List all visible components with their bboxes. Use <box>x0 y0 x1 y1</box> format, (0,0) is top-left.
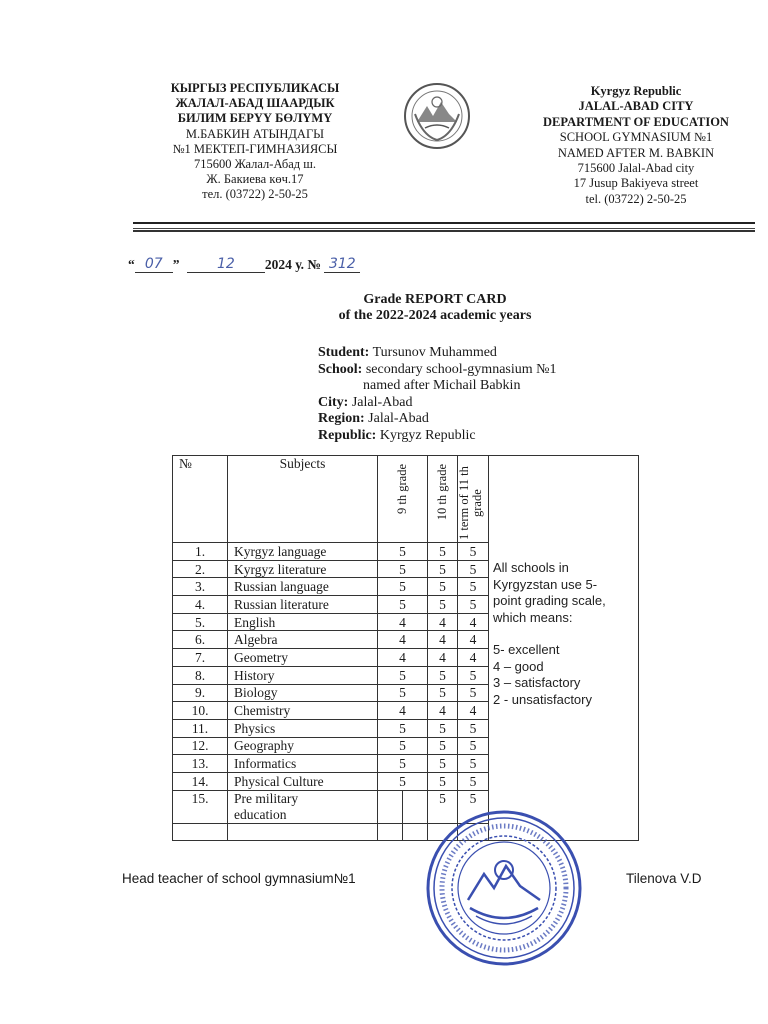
subject-name <box>228 790 378 823</box>
header-right-line: NAMED AFTER M. BABKIN <box>557 145 715 160</box>
row-number: 7. <box>173 649 228 667</box>
school-seal-stamp-icon <box>424 808 584 968</box>
subject-name: English <box>228 613 378 631</box>
grade-10: 5 <box>428 578 458 596</box>
header-right-line: 715600 Jalal-Abad city <box>577 161 695 176</box>
table-header-row <box>173 456 639 543</box>
grade-9: 5 <box>378 596 428 614</box>
city-row <box>318 395 557 412</box>
grade-11-term1: 5 <box>458 560 489 578</box>
header-left-line: БИЛИМ БЕРҮҮ БӨЛҮМҮ <box>177 111 333 126</box>
grade-10: 5 <box>428 737 458 755</box>
row-number: 12. <box>173 737 228 755</box>
note-line: point grading scale, <box>493 593 606 608</box>
grade-11-term1: 4 <box>458 649 489 667</box>
grade-10: 5 <box>428 719 458 737</box>
date-line <box>128 257 360 273</box>
header-left-line: тел. (03722) 2-50-25 <box>202 187 308 202</box>
empty-cell <box>228 823 378 841</box>
column-header-subjects: Subjects <box>228 456 378 543</box>
header-left-line: Ж. Бакиева көч.17 <box>206 172 304 187</box>
grade-9: 5 <box>378 543 428 561</box>
row-number: 10. <box>173 702 228 720</box>
row-number: 4. <box>173 596 228 614</box>
signature-position: Head teacher of school gymnasium№1 <box>122 871 356 886</box>
grade-10: 4 <box>428 613 458 631</box>
header-right-line: 17 Jusup Bakiyeva street <box>573 176 699 191</box>
grade-9: 5 <box>378 719 428 737</box>
grade-9: 5 <box>378 755 428 773</box>
region-value: Jalal-Abad <box>368 411 429 426</box>
header-divider <box>133 230 755 232</box>
row-number: 6. <box>173 631 228 649</box>
header-left-line: 715600 Жалал-Абад ш. <box>193 157 316 172</box>
grade-9: 4 <box>378 649 428 667</box>
note-line: 2 - unsatisfactory <box>493 691 592 707</box>
header-right-line: DEPARTMENT OF EDUCATION <box>543 114 729 129</box>
header-left-line: КЫРГЫЗ РЕСПУБЛИКАСЫ <box>170 81 340 95</box>
empty-cell <box>378 823 403 841</box>
grade-9 <box>378 790 403 823</box>
header-left-line: М.БАБКИН АТЫНДАГЫ <box>185 126 325 141</box>
row-number: 2. <box>173 560 228 578</box>
subject-name: Geography <box>228 737 378 755</box>
column-header-grade9 <box>378 456 428 543</box>
grade-9: 5 <box>378 772 428 790</box>
republic-label: Republic: <box>318 427 377 443</box>
school-value: secondary school-gymnasium №1 <box>365 361 557 377</box>
grade-11-term1: 5 <box>458 543 489 561</box>
column-header-grade11 <box>458 456 489 543</box>
date-day: 07 <box>135 257 173 273</box>
grade-11-term1: 4 <box>458 702 489 720</box>
region-label: Region: <box>318 411 365 426</box>
subject-name: Russian language <box>228 578 378 596</box>
open-quote: “ <box>128 257 135 272</box>
grade-9: 5 <box>378 666 428 684</box>
city-label: City: <box>318 394 349 410</box>
note-line: All schools in <box>493 560 569 575</box>
school-value-continued: named after Michail Babkin <box>363 378 521 393</box>
title-line: Grade REPORT CARD <box>363 292 507 307</box>
subject-name: Kyrgyz language <box>228 543 378 561</box>
header-left-kyrgyz <box>140 81 370 203</box>
grade-11-term1: 5 <box>458 596 489 614</box>
row-number: 1. <box>173 543 228 561</box>
date-year: 2024 у. № <box>264 257 321 272</box>
grade-10: 5 <box>428 596 458 614</box>
grade-11-term1: 5 <box>458 684 489 702</box>
grade-9: 4 <box>378 631 428 649</box>
note-line: 4 – good <box>493 658 544 674</box>
subject-name: History <box>228 666 378 684</box>
grade-9: 4 <box>378 702 428 720</box>
subject-name: Algebra <box>228 631 378 649</box>
row-number: 5. <box>173 613 228 631</box>
header-left-line: №1 МЕКТЕП-ГИМНАЗИЯСЫ <box>172 141 338 156</box>
grade-11-term1: 5 <box>458 755 489 773</box>
row-number: 14. <box>173 772 228 790</box>
republic-value: Kyrgyz Republic <box>379 427 476 443</box>
grades-table-body <box>173 456 639 841</box>
header-right-line: Kyrgyz Republic <box>590 84 682 98</box>
grading-scale-text <box>493 560 634 708</box>
note-line: Kyrgyzstan use 5- <box>493 576 598 592</box>
grade-9: 5 <box>378 737 428 755</box>
subject-name: Physical Culture <box>228 772 378 790</box>
student-row <box>318 345 557 362</box>
grading-scale-note <box>489 456 639 841</box>
grade-10: 5 <box>428 755 458 773</box>
column-header-number: № <box>173 456 228 543</box>
grade-10: 5 <box>428 560 458 578</box>
grade-10: 5 <box>428 790 458 823</box>
subject-name: Kyrgyz literature <box>228 560 378 578</box>
grade-9: 5 <box>378 684 428 702</box>
header-right-english <box>516 84 756 207</box>
header-right-line: tel. (03722) 2-50-25 <box>585 191 687 206</box>
header-right-line: SCHOOL GYMNASIUM №1 <box>559 130 713 145</box>
subject-name: Russian literature <box>228 596 378 614</box>
subject-name: Informatics <box>228 755 378 773</box>
grade-10: 4 <box>428 649 458 667</box>
grade-11-term1: 4 <box>458 613 489 631</box>
row-number: 3. <box>173 578 228 596</box>
grade9-label: 9 th grade <box>395 464 409 514</box>
header-right-line: JALAL-ABAD CITY <box>578 99 694 114</box>
grade-9: 5 <box>378 578 428 596</box>
row-number: 11. <box>173 719 228 737</box>
grade-11-term1: 5 <box>458 719 489 737</box>
grade-11-term1: 5 <box>458 578 489 596</box>
row-number: 13. <box>173 755 228 773</box>
row-number: 15. <box>173 790 228 823</box>
title-line: of the 2022-2024 academic years <box>338 308 532 323</box>
grade-10: 5 <box>428 772 458 790</box>
note-line: 5- excellent <box>493 642 560 657</box>
header-left-line: ЖАЛАЛ-АБАД ШААРДЫК <box>175 96 335 111</box>
subject-name: Physics <box>228 719 378 737</box>
date-month: 12 <box>187 257 265 273</box>
subject-name: Chemistry <box>228 702 378 720</box>
grade-10: 4 <box>428 631 458 649</box>
republic-row <box>318 428 557 445</box>
city-value: Jalal-Abad <box>351 394 413 410</box>
grade-10: 5 <box>428 543 458 561</box>
region-row <box>318 411 557 428</box>
row-number: 8. <box>173 666 228 684</box>
school-row <box>318 362 557 379</box>
grade-9: 5 <box>378 560 428 578</box>
kyrgyz-emblem-icon <box>403 82 471 150</box>
student-value: Tursunov Muhammed <box>372 345 497 360</box>
document-number: 312 <box>324 257 360 273</box>
grade-11-term1: 4 <box>458 631 489 649</box>
empty-cell <box>173 823 228 841</box>
subject-name: Geometry <box>228 649 378 667</box>
note-line: 3 – satisfactory <box>493 675 581 690</box>
note-line: which means: <box>493 609 573 625</box>
grade-11-term1: 5 <box>458 666 489 684</box>
school-label: School: <box>318 361 363 377</box>
grade-11-term1: 5 <box>458 790 489 823</box>
grade-11-term1: 5 <box>458 737 489 755</box>
close-quote: ” <box>172 257 180 272</box>
subject-name-line: education <box>234 806 287 822</box>
grade-10: 4 <box>428 702 458 720</box>
header-divider <box>133 222 755 229</box>
grade10-label: 10 th grade <box>435 464 449 521</box>
subject-name-line: Pre military <box>234 790 299 806</box>
grade11-label: 1 term of 11 th grade <box>457 466 484 540</box>
grade-10: 5 <box>428 684 458 702</box>
row-number: 9. <box>173 684 228 702</box>
subject-name: Biology <box>228 684 378 702</box>
grades-table <box>172 455 639 841</box>
signature-name: Tilenova V.D <box>626 871 702 886</box>
grade-11-term1: 5 <box>458 772 489 790</box>
grade-9: 4 <box>378 613 428 631</box>
student-label: Student: <box>318 345 370 360</box>
report-title <box>300 292 570 324</box>
column-header-grade10 <box>428 456 458 543</box>
student-info <box>318 345 557 444</box>
grade-10: 5 <box>428 666 458 684</box>
